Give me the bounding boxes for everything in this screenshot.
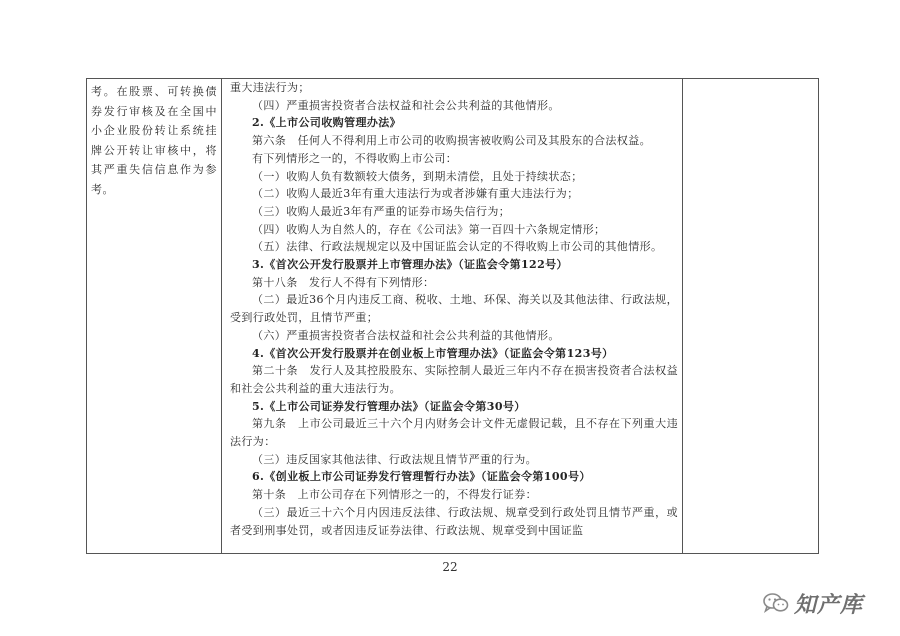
regulation-paragraph: （二）最近36个月内违反工商、税收、土地、环保、海关以及其他法律、行政法规，受到行政处罚，且情节严重； (230, 293, 678, 325)
left-cell (87, 79, 222, 554)
regulation-heading: 6.《创业板上市公司证券发行管理暂行办法》（证监会令第100号） (252, 470, 591, 484)
content-table (86, 78, 819, 554)
regulation-paragraph: 第十八条 发行人不得有下列情形： (252, 275, 435, 289)
regulation-paragraph: 第十条 上市公司存在下列情形之一的，不得发行证券： (252, 488, 537, 502)
regulation-paragraph: 重大违法行为； (230, 81, 310, 94)
regulation-text (222, 79, 682, 539)
right-cell (683, 79, 819, 554)
table-row (87, 79, 819, 554)
regulation-paragraph: （三）收购人最近3年有严重的证券市场失信行为； (252, 204, 511, 218)
regulation-heading: 2.《上市公司收购管理办法》 (252, 116, 402, 130)
regulation-paragraph: （三）最近三十六个月内因违反法律、行政法规、规章受到行政处罚且情节严重，或者受到刑事处罚，或者因违反证券法律、行政法规、规章受到中国证监 (230, 505, 678, 537)
regulation-heading: 4.《首次公开发行股票并在创业板上市管理办法》（证监会令第123号） (252, 346, 614, 360)
watermark (762, 588, 863, 618)
middle-cell (222, 79, 683, 554)
regulation-paragraph: （四）收购人为自然人的，存在《公司法》第一百四十六条规定情形； (252, 222, 606, 236)
regulation-heading: 5.《上市公司证券发行管理办法》（证监会令第30号） (252, 399, 526, 413)
regulation-paragraph: （一）收购人负有数额较大债务，到期未清偿，且处于持续状态； (252, 169, 583, 183)
wechat-icon (762, 591, 790, 615)
regulation-paragraph: （四）严重损害投资者合法权益和社会公共利益的其他情形。 (252, 98, 560, 112)
page-number: 22 (442, 560, 458, 574)
regulation-paragraph: 第九条 上市公司最近三十六个月内财务会计文件无虚假记载，且不存在下列重大违法行为： (230, 417, 678, 449)
regulation-paragraph: （三）违反国家其他法律、行政法规且情节严重的行为。 (252, 452, 537, 466)
watermark-text: 知产库 (794, 592, 864, 618)
regulation-paragraph: （二）收购人最近3年有重大违法行为或者涉嫌有重大违法行为； (252, 187, 579, 201)
left-cell-text: 考。在股票、可转换债券发行审核及在全国中小企业股份转让系统挂牌公开转让审核中，将其严重失信信息作为参考。 (91, 85, 217, 196)
regulation-heading: 3.《首次公开发行股票并上市管理办法》（证监会令第122号） (252, 258, 568, 272)
regulation-paragraph: 第六条 任何人不得利用上市公司的收购损害被收购公司及其股东的合法权益。 (252, 134, 651, 148)
regulation-paragraph: 第二十条 发行人及其控股股东、实际控制人最近三年内不存在损害投资者合法权益和社会公共利益的重大违法行为。 (230, 364, 678, 395)
regulation-paragraph: （六）严重损害投资者合法权益和社会公共利益的其他情形。 (252, 328, 560, 342)
regulation-paragraph: 有下列情形之一的，不得收购上市公司： (252, 151, 458, 165)
regulation-paragraph: （五）法律、行政法规规定以及中国证监会认定的不得收购上市公司的其他情形。 (252, 240, 663, 254)
